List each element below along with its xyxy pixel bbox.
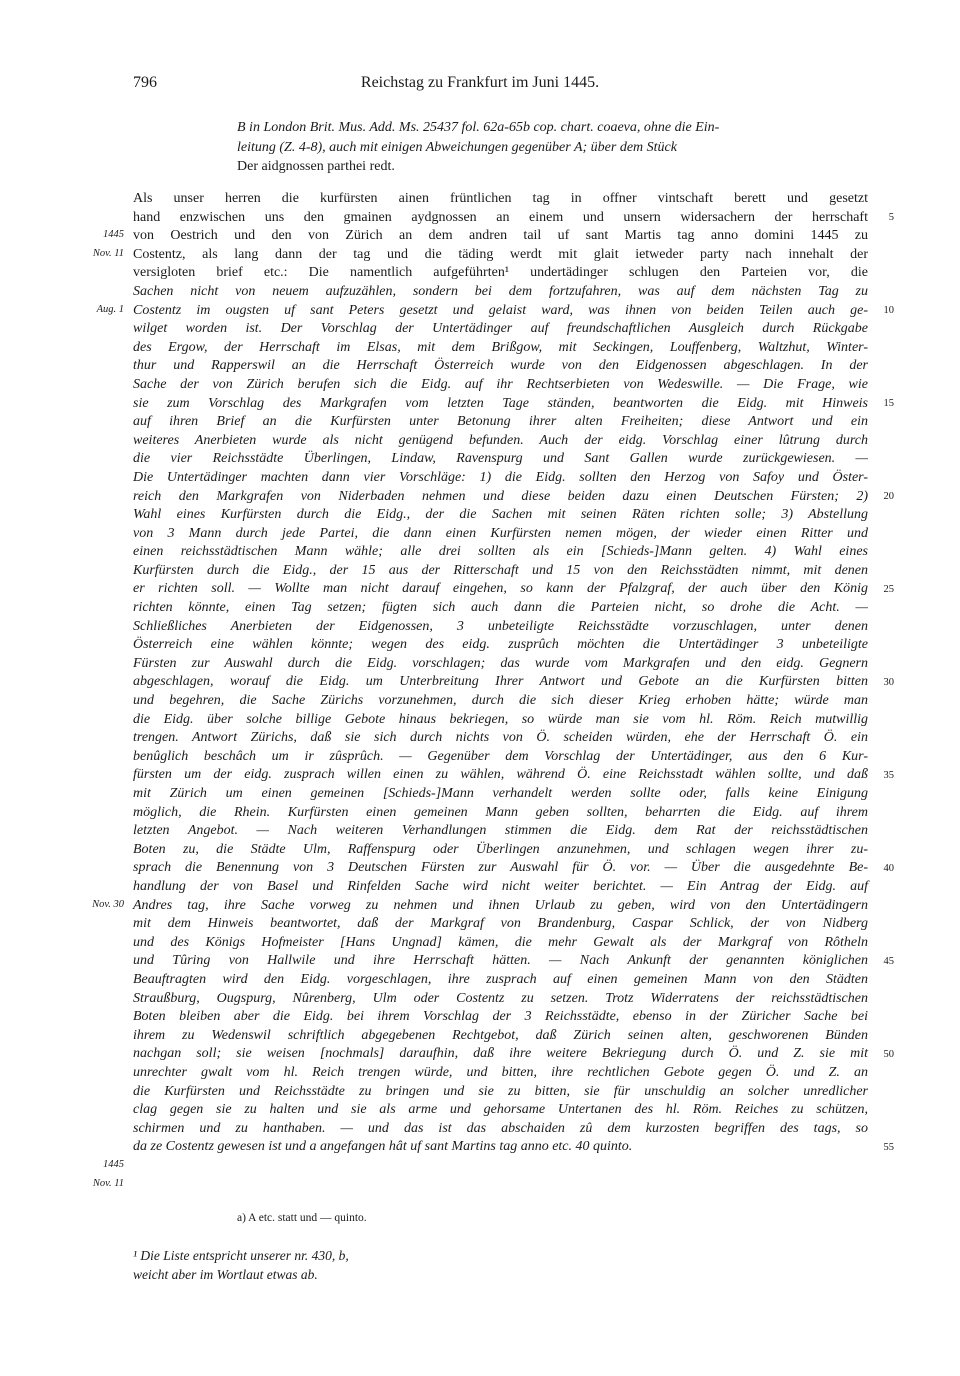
text-line: fürsten um der eidg. zusprach willen einen zu wählen, während Ö. eine Reichsstadt wählen sollte, und daß (133, 767, 868, 783)
text-line: Boten bleiben aber die Eidg. bei ihrem Vorschlag der 3 Reichsstädte, ebenso in der Züricher Sache bei (133, 1009, 868, 1025)
text-line: die Kurfürsten und Reichsstädte zu bringen und sie zu bitten, sie für unschuldig an solcher unredlicher (133, 1083, 868, 1099)
footnote-line: ¹ Die Liste entspricht unserer nr. 430, b, (133, 1248, 349, 1263)
text-line: sie zum Vorschlag des Markgrafen vom letzten Tage ständen, beantworten die Eidg. mit Hinweis (133, 395, 868, 411)
line-number: 25 (883, 583, 894, 595)
line-number: 10 (883, 304, 894, 316)
text-line: Die Untertädinger machten dann vier Vorschläge: 1) die Eidg. sollten den Herzog von Safoy und Öster- (133, 469, 868, 485)
text-line: die Eidg. über solche billige Gebote hinaus bekriegen, so würde man sie vom hl. Röm. Reich mutwillig (133, 711, 868, 727)
source-note-line: Der aidgnossen parthei redt. (237, 159, 395, 174)
source-note-line: leitung (Z. 4-8), auch mit einigen Abweichungen gegenüber A; über dem Stück (237, 139, 677, 155)
text-line: abgeschlagen, worauf die Eidg. um Unterbreitung Ihrer Antwort und Gebote an die Kurfürsten bitten (133, 674, 868, 690)
text-line: und begehren, die Sache Zürichs vorzunehmen, durch die sich dieser Krieg erhoben hätte; würde man (133, 693, 868, 709)
footnote (133, 1246, 573, 1284)
text-line: schirmen und zu hanthaben. — und das ist das abschaiden zû dem kurzosten begriffen des tags, so (133, 1120, 868, 1136)
text-line: handlung der von Basel und Rinfelden Sache wird nicht weiter berichtet. — Ein Antrag der Eidg. auf (133, 878, 868, 894)
text-line: und Tûring von Hallwile und ihre Herrschaft hätten. — Nach Ankunft der genannten königlichen (133, 953, 868, 969)
line-number: 40 (883, 862, 894, 874)
text-line: von Oestrich und den von Zürich an dem andren tail uf sant Martis tag anno domini 1445 zu (133, 228, 868, 244)
text-line: er richten soll. — Wollte man nicht darauf eingehen, so kann der Pfalzgraf, der auch über den König (133, 581, 868, 597)
margin-date: Nov. 11 (92, 247, 124, 259)
page-number: 796 (133, 74, 157, 91)
text-line: Fürsten zur Auswahl durch die Eidg. vorschlagen; das wurde vom Markgrafen und den eidg. Gegnern (133, 655, 868, 671)
line-number: 35 (883, 769, 894, 781)
margin-date: Aug. 1 (96, 303, 124, 315)
text-line: da ze Costentz gewesen ist und a angefangen hât uf sant Martins tag anno etc. 40 quinto. (133, 1139, 633, 1155)
text-line: möglich, die Rhein. Kurfürsten einen gemeinen Mann geben sollten, beharrten die Eidg. auf ihrem (133, 804, 868, 820)
margin-date: 1445 (103, 1159, 124, 1171)
text-line: Straußburg, Ougspurg, Nûrenberg, Ulm oder Costentz zu setzen. Trotz Widerratens der reichsstädtischen (133, 990, 868, 1006)
page-header (0, 74, 960, 98)
text-line: Boten zu, die Städte Ulm, Raffenspurg oder Überlingen anzunehmen, und schlagen wegen ihrer zu- (133, 841, 868, 857)
margin-date: 1445 (103, 229, 124, 241)
source-note (237, 118, 867, 177)
line-number: 5 (888, 211, 894, 223)
text-line: und des Königs Hofmeister [Hans Ungnad] kämen, die mehr Gewalt als der Markgraf von Rôtheln (133, 934, 868, 950)
text-line: mit Zürich um einen gemeinen [Schieds-]Mann verhandelt werden sollte oder, falls keine Einigung (133, 786, 868, 801)
variant-note: a) A etc. statt und — quinto. (237, 1212, 367, 1224)
text-line: wilget worden ist. Der Vorschlag der Untertädinger auf freundschaftlichen Ausgleich durch Rückgabe (133, 321, 868, 337)
text-line: nachgan soll; sie weisen [nochmals] daraufhin, daß ihre weitere Bekriegung durch Ö. und Z. sie mit (133, 1046, 868, 1062)
footnote-line: weicht aber im Wortlaut etwas ab. (133, 1267, 318, 1282)
running-title: Reichstag zu Frankfurt im Juni 1445. (360, 74, 600, 91)
text-line: reich den Markgrafen von Niderbaden nehmen und diese beiden dazu einen Deutschen Fürsten; 2) (133, 488, 868, 504)
margin-date: Nov. 30 (92, 898, 124, 910)
text-line: versigloten brief etc.: Die namentlich aufgeführten¹ undertädinger schlugen den Parteien vor, die (133, 265, 868, 281)
text-line: benûglich beschâch um ir zûsprûch. — Gegenüber dem Vorschlag der Untertädinger, aus den 6 Kur- (133, 748, 868, 764)
text-line: Beauftragten wird den Eidg. vorgeschlagen, ihre zusprach auf einen gemeinen Mann von den Städten (133, 971, 868, 987)
line-number: 15 (883, 397, 894, 409)
text-line: einen reichsstädtischen Mann wähle; alle drei sollten als ein [Schieds-]Mann gelten. 4) Wahl eines (133, 544, 868, 560)
text-line: Als unser herren die kurfürsten ainen früntlichen tag in offner vintschaft berett und gesetzt (133, 191, 868, 206)
text-line: mit dem Hinweis beantwortet, daß der Markgraf von Brandenburg, Caspar Schlick, der von Nidberg (133, 916, 868, 932)
text-line: Andres tag, ihre Sache vorweg zu nehmen und ihnen Urlaub zu geben, wird von den Untertädingern (133, 897, 868, 913)
line-number: 20 (883, 490, 894, 502)
text-line: trengen. Antwort Zürichs, daß sie sich durch nichts von Ö. scheiden würden, ehe der Herrschaft Ö. ein (133, 730, 868, 746)
text-line: des Ergow, der Herrschaft im Elsas, mit dem Brißgow, mit Seckingen, Louffenberg, Waltzhut, Winter- (133, 339, 868, 355)
text-line: von 3 Mann durch jede Partei, die dann einen Kurfürsten nemen mögen, der wieder einen Ritter und (133, 525, 868, 541)
text-line: hand enzwischen uns den gmainen aydgnossen an einem und unsern widersachern der herrschaft (133, 209, 868, 225)
text-line: auf ihren Brief an die Kurfürsten unter Betonung ihrer alten Freiheiten; diese Antwort und ein (133, 414, 868, 430)
text-line: weiteres Anerbieten wurde als nicht genügend befunden. Auch der eidg. Vorschlag einer lûtrung durch (133, 432, 868, 448)
text-line: unrechter gwalt vom hl. Reich trengen würde, und bitten, ihre rechtlichen Gebote gegen Ö. und Z. an (133, 1064, 868, 1080)
text-line: richten könnte, einen Tag setzen; fügten sich auch dann die Parteien nicht, so drohe die Acht. — (133, 600, 868, 616)
text-line: Wahl eines Kurfürsten durch die Eidg., der die Sachen mit seinen Räten richten solle; 3) Abstellung (133, 507, 868, 523)
text-line: sprach die Benennung von 3 Deutschen Fürsten zur Auswahl für Ö. vor. — Über die ausgedehnte Be- (133, 860, 868, 876)
text-line: Sachen nicht von neuem aufzuzählen, sondern bei dem fortzufahren, was auf dem nächsten Tag zu (133, 283, 868, 299)
text-line: Costentz, als lang dann der tag und die täding werdt mit glait ietweder party nach innehalt der (133, 246, 868, 262)
text-line: die vier Reichsstädte Überlingen, Lindaw, Ravenspurg und Sant Gallen wurde zurückgewiesen. — (133, 451, 868, 467)
text-line: letzten Angebot. — Nach weiteren Verhandlungen stimmen die Eidg. dem Rat der reichsstädtischen (133, 823, 868, 839)
text-line: Sache der von Zürich berufen sich die Eidg. auf ihr Rechtserbieten von Wedeswille. — Die Frage, wie (133, 376, 868, 392)
line-number: 45 (883, 955, 894, 967)
text-line: Schließliches Anerbieten der Eidgenossen, 3 unbeteiligte Reichsstädte vorzuschlagen, unter denen (133, 618, 868, 634)
text-line: Kurfürsten durch die Eidg., der 15 aus der Ritterschaft und 15 von den Reichsstädten nimmt, mit denen (133, 562, 868, 578)
text-line: ihrem zu Wedenswil schriftlich abgegebenen Rechtgebot, daß Zürich seinen alten, geschworenen Bünden (133, 1027, 868, 1043)
text-line: clag gegen sie zu halten und sie als arme und gehorsame Untertanen des hl. Röm. Reiches zu schützen, (133, 1102, 868, 1118)
line-number: 55 (883, 1141, 894, 1153)
line-number: 50 (883, 1048, 894, 1060)
main-text (133, 190, 868, 1157)
margin-date: Nov. 11 (92, 1177, 124, 1189)
text-line: Österreich eine wählen könnte; wegen des eidg. zusprûch möchten die Untertädinger 3 unbeteiligte (133, 637, 868, 653)
source-note-line: B in London Brit. Mus. Add. Ms. 25437 fol. 62a-65b cop. chart. coaeva, ohne die Ein- (237, 120, 720, 135)
line-number: 30 (883, 676, 894, 688)
text-line: Costentz im ougsten uf sant Peters gesetzt und gelaist ward, was ihnen von beiden Teilen auch ge- (133, 302, 868, 318)
text-line: thur und Rapperswil an die Herrschaft Österreich wurde von den Eidgenossen abgeschlagen. In der (133, 358, 868, 374)
